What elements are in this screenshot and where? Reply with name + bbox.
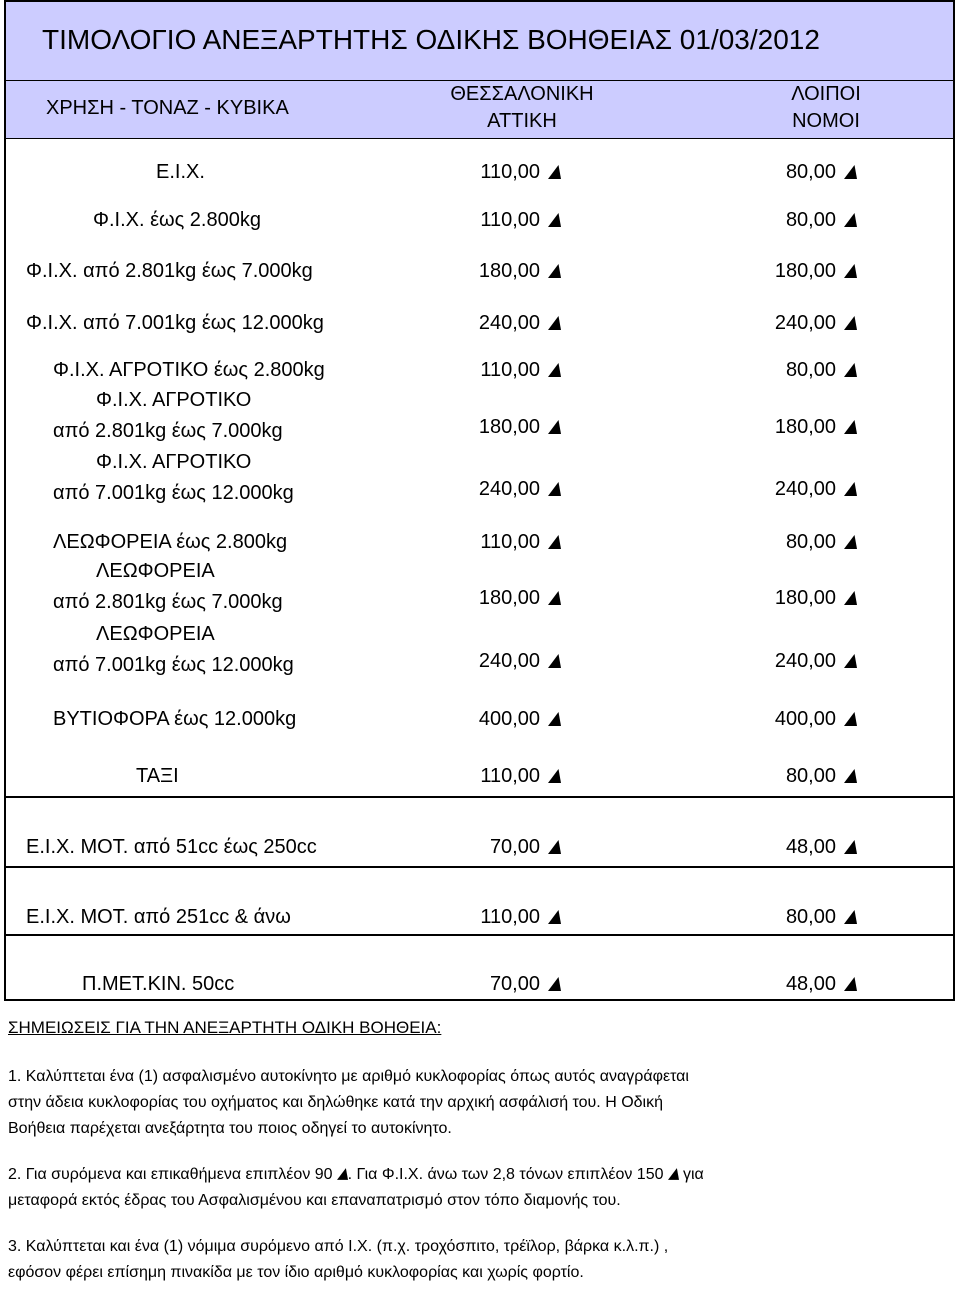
price-attica-value: 70,00 xyxy=(489,836,540,858)
price-attica xyxy=(479,416,561,439)
euro-sign-icon xyxy=(548,316,561,330)
header-attica-line2: ΑΤΤΙΚΗ xyxy=(487,110,557,132)
row-label-line2: από 2.801kg έως 7.000kg xyxy=(53,420,283,442)
note-3-line-1: 3. Καλύπτεται και ένα (1) νόμιμα συρόμενο από Ι.Χ. (π.χ. τροχόσπιτο, τρέϊλορ, βάρκα κ.λ.π.) , xyxy=(8,1238,669,1255)
price-attica xyxy=(479,708,561,731)
header-usage: ΧΡΗΣΗ - ΤΟΝΑΖ - ΚΥΒΙΚΑ xyxy=(46,97,289,119)
note-1-line-2: στην άδεια κυκλοφορίας του οχήματος και δηλώθηκε κατά την αρχική ασφάλισή του. Η Οδική xyxy=(8,1094,663,1111)
price-other-value: 180,00 xyxy=(774,587,836,609)
row-label: ΤΑΞΙ xyxy=(136,765,179,787)
euro-sign-icon xyxy=(548,535,561,549)
euro-sign-icon xyxy=(844,654,857,668)
euro-sign-icon xyxy=(844,363,857,377)
euro-sign-icon xyxy=(548,213,561,227)
price-other-value: 80,00 xyxy=(785,209,836,231)
price-attica-value: 180,00 xyxy=(478,416,540,438)
price-attica xyxy=(490,836,561,859)
header-other-line1: ΛΟΙΠΟΙ xyxy=(791,83,861,105)
note-2-line-2: μεταφορά εκτός έδρας του Ασφαλισμένου και επαναπατρισμό στον τόπο διαμονής του. xyxy=(8,1192,621,1209)
price-other xyxy=(786,531,857,554)
note-2 xyxy=(8,1162,948,1214)
euro-sign-icon xyxy=(548,264,561,278)
header-other-line2: ΝΟΜΟΙ xyxy=(792,110,860,132)
price-attica xyxy=(479,587,561,610)
euro-sign-icon xyxy=(548,769,561,783)
price-other xyxy=(775,708,857,731)
price-attica-value: 110,00 xyxy=(480,161,540,183)
price-other-value: 180,00 xyxy=(774,260,836,282)
price-attica xyxy=(479,312,561,335)
note-1-line-3: Βοήθεια παρέχεται ανεξάρτητα του ποιος οδηγεί το αυτοκίνητο. xyxy=(8,1120,452,1137)
euro-sign-icon xyxy=(844,535,857,549)
price-other-value: 80,00 xyxy=(785,161,836,183)
euro-sign-icon xyxy=(844,977,857,991)
note-2-line-1 xyxy=(8,1162,948,1188)
price-other xyxy=(786,765,857,788)
price-other-value: 80,00 xyxy=(785,765,836,787)
note-3 xyxy=(8,1234,948,1286)
price-other-value: 240,00 xyxy=(774,312,836,334)
price-other xyxy=(775,416,857,439)
page-title: ΤΙΜΟΛΟΓΙΟ ΑΝΕΞΑΡΤΗΤΗΣ ΟΔΙΚΗΣ ΒΟΗΘΕΙΑΣ 01/03/2012 xyxy=(42,24,820,55)
price-attica xyxy=(480,531,561,554)
price-attica-value: 110,00 xyxy=(480,765,540,787)
euro-sign-icon xyxy=(844,840,857,854)
euro-sign-icon xyxy=(844,769,857,783)
price-other xyxy=(775,312,857,335)
euro-sign-icon xyxy=(844,213,857,227)
price-other xyxy=(786,906,857,929)
row-label: Π.ΜΕΤ.ΚΙΝ. 50cc xyxy=(82,973,235,995)
row-label: Φ.Ι.Χ. έως 2.800kg xyxy=(93,209,261,231)
euro-sign-icon xyxy=(844,420,857,434)
header-attica-line1: ΘΕΣΣΑΛΟΝΙΚΗ xyxy=(450,83,594,105)
price-attica-value: 110,00 xyxy=(480,359,540,381)
price-attica-value: 240,00 xyxy=(478,312,540,334)
price-attica-value: 70,00 xyxy=(489,973,540,995)
row-label: ΛΕΩΦΟΡΕΙΑ έως 2.800kg xyxy=(53,531,288,553)
note-2-part-1: 2. Για συρόμενα και επικαθήμενα επιπλέον 90 xyxy=(8,1166,333,1183)
row-label-line2: από 7.001kg έως 12.000kg xyxy=(53,654,294,676)
column-header-row xyxy=(4,80,955,139)
euro-sign-icon xyxy=(337,1168,348,1180)
notes-title: ΣΗΜΕΙΩΣΕΙΣ ΓΙΑ ΤΗΝ ΑΝΕΞΑΡΤΗΤΗ ΟΔΙΚΗ ΒΟΗΘΕΙΑ: xyxy=(8,1018,442,1037)
price-attica xyxy=(480,906,561,929)
title-bar xyxy=(4,0,955,80)
euro-sign-icon xyxy=(548,420,561,434)
euro-sign-icon xyxy=(668,1168,679,1180)
euro-sign-icon xyxy=(844,712,857,726)
euro-sign-icon xyxy=(548,482,561,496)
price-other xyxy=(786,359,857,382)
price-other-value: 240,00 xyxy=(774,478,836,500)
euro-sign-icon xyxy=(844,482,857,496)
row-separator xyxy=(6,796,953,798)
euro-sign-icon xyxy=(548,840,561,854)
euro-sign-icon xyxy=(548,363,561,377)
tariff-table xyxy=(4,139,955,1001)
row-label: Φ.Ι.Χ. ΑΓΡΟΤΙΚΟ έως 2.800kg xyxy=(53,359,325,381)
euro-sign-icon xyxy=(548,910,561,924)
note-2-part-2: . Για Φ.Ι.Χ. άνω των 2,8 τόνων επιπλέον 150 xyxy=(347,1166,664,1183)
price-other xyxy=(786,161,857,184)
row-label: Ε.Ι.Χ. ΜΟΤ. από 251cc & άνω xyxy=(26,906,291,928)
euro-sign-icon xyxy=(844,165,857,179)
price-other-value: 80,00 xyxy=(785,359,836,381)
price-attica xyxy=(479,650,561,673)
price-attica-value: 110,00 xyxy=(480,209,540,231)
price-other-value: 48,00 xyxy=(785,973,836,995)
price-attica xyxy=(480,161,561,184)
row-separator xyxy=(6,866,953,868)
row-label-line1: Φ.Ι.Χ. ΑΓΡΟΤΙΚΟ xyxy=(96,451,252,473)
note-2-part-3: για xyxy=(678,1166,704,1183)
price-attica-value: 180,00 xyxy=(478,260,540,282)
price-attica-value: 240,00 xyxy=(478,650,540,672)
note-1-line-1: 1. Καλύπτεται ένα (1) ασφαλισμένο αυτοκίνητο με αριθμό κυκλοφορίας όπως αυτός αναγράφεται xyxy=(8,1068,689,1085)
row-label-line1: Φ.Ι.Χ. ΑΓΡΟΤΙΚΟ xyxy=(96,389,252,411)
price-other-value: 48,00 xyxy=(785,836,836,858)
row-label: ΒΥΤΙΟΦΟΡΑ έως 12.000kg xyxy=(53,708,297,730)
price-attica xyxy=(479,260,561,283)
row-label: Ε.Ι.Χ. ΜΟΤ. από 51cc έως 250cc xyxy=(26,836,317,858)
header-attica xyxy=(441,81,603,135)
euro-sign-icon xyxy=(548,712,561,726)
price-attica xyxy=(490,973,561,996)
price-other xyxy=(786,973,857,996)
row-label: Φ.Ι.Χ. από 2.801kg έως 7.000kg xyxy=(26,260,313,282)
note-1 xyxy=(8,1064,948,1142)
price-attica-value: 400,00 xyxy=(478,708,540,730)
euro-sign-icon xyxy=(844,910,857,924)
price-attica-value: 110,00 xyxy=(480,531,540,553)
price-other xyxy=(775,650,857,673)
price-attica-value: 180,00 xyxy=(478,587,540,609)
row-label: Φ.Ι.Χ. από 7.001kg έως 12.000kg xyxy=(26,312,324,334)
price-attica-value: 110,00 xyxy=(480,906,540,928)
price-other xyxy=(775,478,857,501)
price-other-value: 180,00 xyxy=(774,416,836,438)
header-other xyxy=(766,81,886,135)
price-attica xyxy=(480,765,561,788)
price-other-value: 80,00 xyxy=(785,531,836,553)
price-other-value: 400,00 xyxy=(774,708,836,730)
euro-sign-icon xyxy=(548,165,561,179)
price-attica xyxy=(480,359,561,382)
euro-sign-icon xyxy=(844,591,857,605)
row-label-line2: από 2.801kg έως 7.000kg xyxy=(53,591,283,613)
euro-sign-icon xyxy=(844,316,857,330)
euro-sign-icon xyxy=(548,977,561,991)
row-label-line1: ΛΕΩΦΟΡΕΙΑ xyxy=(96,560,215,582)
price-attica-value: 240,00 xyxy=(478,478,540,500)
row-label-line1: ΛΕΩΦΟΡΕΙΑ xyxy=(96,623,215,645)
price-other xyxy=(786,836,857,859)
price-other-value: 80,00 xyxy=(785,906,836,928)
euro-sign-icon xyxy=(844,264,857,278)
row-label: Ε.Ι.Χ. xyxy=(156,161,205,183)
price-other-value: 240,00 xyxy=(774,650,836,672)
row-label-line2: από 7.001kg έως 12.000kg xyxy=(53,482,294,504)
notes-section xyxy=(8,1018,948,1286)
price-other xyxy=(786,209,857,232)
price-other xyxy=(775,260,857,283)
euro-sign-icon xyxy=(548,591,561,605)
price-attica xyxy=(479,478,561,501)
price-other xyxy=(775,587,857,610)
note-3-line-2: εφόσον φέρει επίσημη πινακίδα με τον ίδιο αριθμό κυκλοφορίας και χωρίς φορτίο. xyxy=(8,1264,584,1281)
euro-sign-icon xyxy=(548,654,561,668)
price-attica xyxy=(480,209,561,232)
row-separator xyxy=(6,934,953,936)
